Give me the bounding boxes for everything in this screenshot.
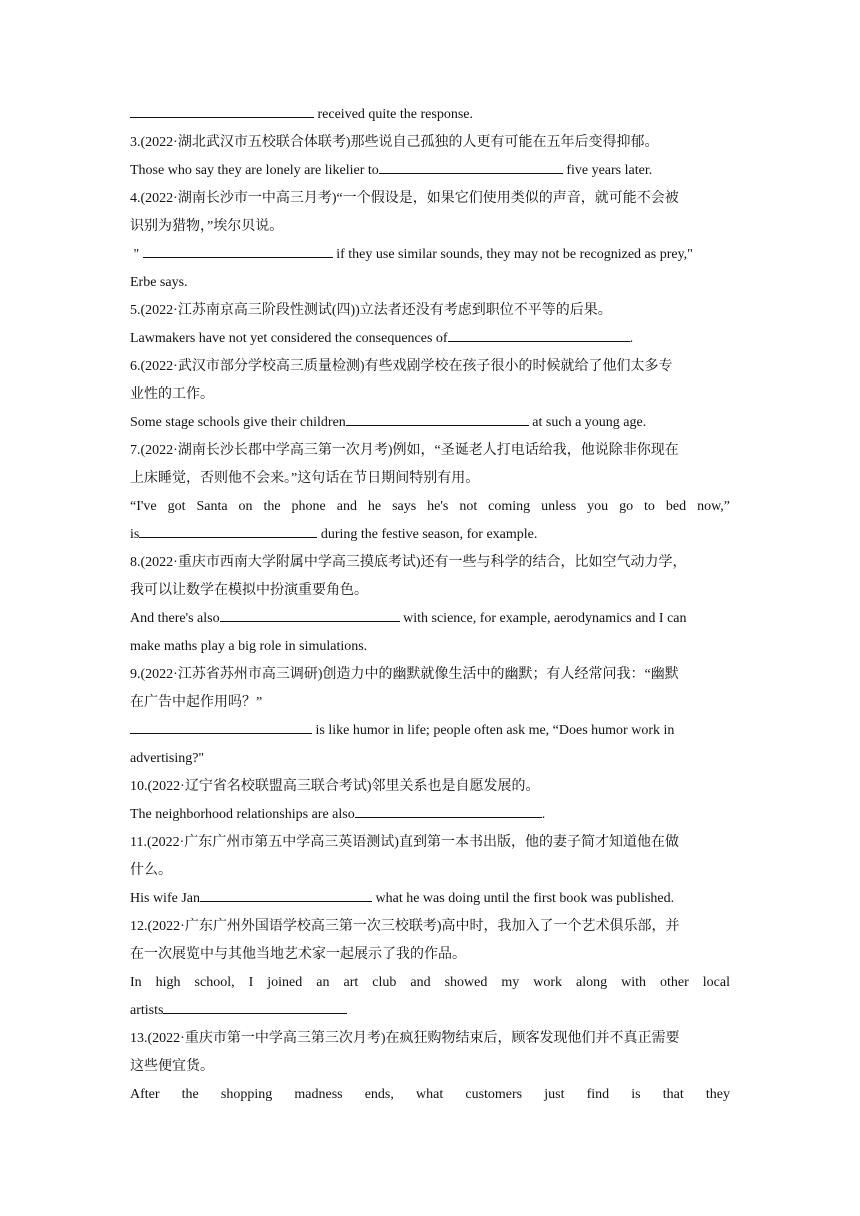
item-12-chinese-cont: 在一次展览中与其他当地艺术家一起展示了我的作品。 xyxy=(130,947,466,962)
item-4-chinese: 4.(2022·湖南长沙市一中高三月考)“一个假设是，如果它们使用类似的声音，就可能不会被 xyxy=(130,191,679,206)
item-13-chinese: 13.(2022·重庆市第一中学高三第三次月考)在疯狂购物结束后，顾客发现他们并不真正需要 xyxy=(130,1031,680,1046)
item-8-chinese: 8.(2022·重庆市西南大学附属中学高三摸底考试)还有一些与科学的结合，比如空气动力学， xyxy=(130,555,687,570)
answer-blank[interactable] xyxy=(448,326,630,342)
item-2-answer-line: received quite the response. xyxy=(130,101,730,129)
item-9-english: is like humor in life; people often ask me, “Does humor work in xyxy=(130,717,730,745)
item-3-english: Those who say they are lonely are likelier to five years later. xyxy=(130,157,730,185)
answer-blank[interactable] xyxy=(130,102,314,118)
item-13-chinese-cont: 这些便宜货。 xyxy=(130,1059,214,1074)
item-10-english: The neighborhood relationships are also . xyxy=(130,801,730,829)
item-5-chinese: 5.(2022·江苏南京高三阶段性测试(四))立法者还没有考虑到职位不平等的后果。 xyxy=(130,303,612,318)
item-12-chinese: 12.(2022·广东广州外国语学校高三第一次三校联考)高中时，我加入了一个艺术俱乐部，并 xyxy=(130,919,680,934)
item-6-chinese: 6.(2022·武汉市部分学校高三质量检测)有些戏剧学校在孩子很小的时候就给了他们太多专 xyxy=(130,359,673,374)
item-9-chinese-cont: 在广告中起作用吗？” xyxy=(130,695,263,710)
item-12-english-cont: artists xyxy=(130,997,730,1025)
item-11-english: His wife Jan what he was doing until the first book was published. xyxy=(130,885,730,913)
item-9-chinese: 9.(2022·江苏省苏州市高三调研)创造力中的幽默就像生活中的幽默；有人经常问我：“幽默 xyxy=(130,667,679,682)
item-8-english-cont: make maths play a big role in simulations. xyxy=(130,639,368,654)
item-12-english: In high school, I joined an art club and showed my work along with other local xyxy=(130,975,730,990)
item-4-english-cont: Erbe says. xyxy=(130,275,188,290)
item-11-chinese-cont: 什么。 xyxy=(130,863,172,878)
item-6-chinese-cont: 业性的工作。 xyxy=(130,387,214,402)
answer-blank[interactable] xyxy=(143,242,333,258)
item-9-english-cont: advertising?" xyxy=(130,751,205,766)
item-6-english: Some stage schools give their children at such a young age. xyxy=(130,409,730,437)
item-4-english: " if they use similar sounds, they may not be recognized as prey," xyxy=(130,241,730,269)
answer-blank[interactable] xyxy=(346,410,529,426)
item-7-english-cont: is during the festive season, for example. xyxy=(130,521,730,549)
answer-blank[interactable] xyxy=(163,998,347,1014)
item-11-chinese: 11.(2022·广东广州市第五中学高三英语测试)直到第一本书出版，他的妻子简才知道他在做 xyxy=(130,835,679,850)
answer-blank[interactable] xyxy=(379,158,563,174)
item-10-chinese: 10.(2022·辽宁省名校联盟高三联合考试)邻里关系也是自愿发展的。 xyxy=(130,779,540,794)
item-3-chinese: 3.(2022·湖北武汉市五校联合体联考)那些说自己孤独的人更有可能在五年后变得抑郁。 xyxy=(130,135,659,150)
exercise-text xyxy=(130,101,730,1109)
item-13-english: After the shopping madness ends, what customers just find is that they xyxy=(130,1087,730,1102)
answer-blank[interactable] xyxy=(139,522,317,538)
answer-blank[interactable] xyxy=(355,802,542,818)
item-4-chinese-cont: 识别为猎物，”埃尔贝说。 xyxy=(130,219,284,234)
item-8-chinese-cont: 我可以让数学在模拟中扮演重要角色。 xyxy=(130,583,368,598)
item-8-english: And there's also with science, for example, aerodynamics and I can xyxy=(130,605,730,633)
item-5-english: Lawmakers have not yet considered the consequences of . xyxy=(130,325,730,353)
answer-blank[interactable] xyxy=(130,718,312,734)
answer-blank[interactable] xyxy=(220,606,400,622)
answer-blank[interactable] xyxy=(200,886,372,902)
item-7-english: “I've got Santa on the phone and he says he's not coming unless you go to bed now,” xyxy=(130,499,730,514)
item-7-chinese-cont: 上床睡觉，否则他不会来。”这句话在节日期间特别有用。 xyxy=(130,471,480,486)
item-7-chinese: 7.(2022·湖南长沙长郡中学高三第一次月考)例如，“圣诞老人打电话给我，他说除非你现在 xyxy=(130,443,679,458)
